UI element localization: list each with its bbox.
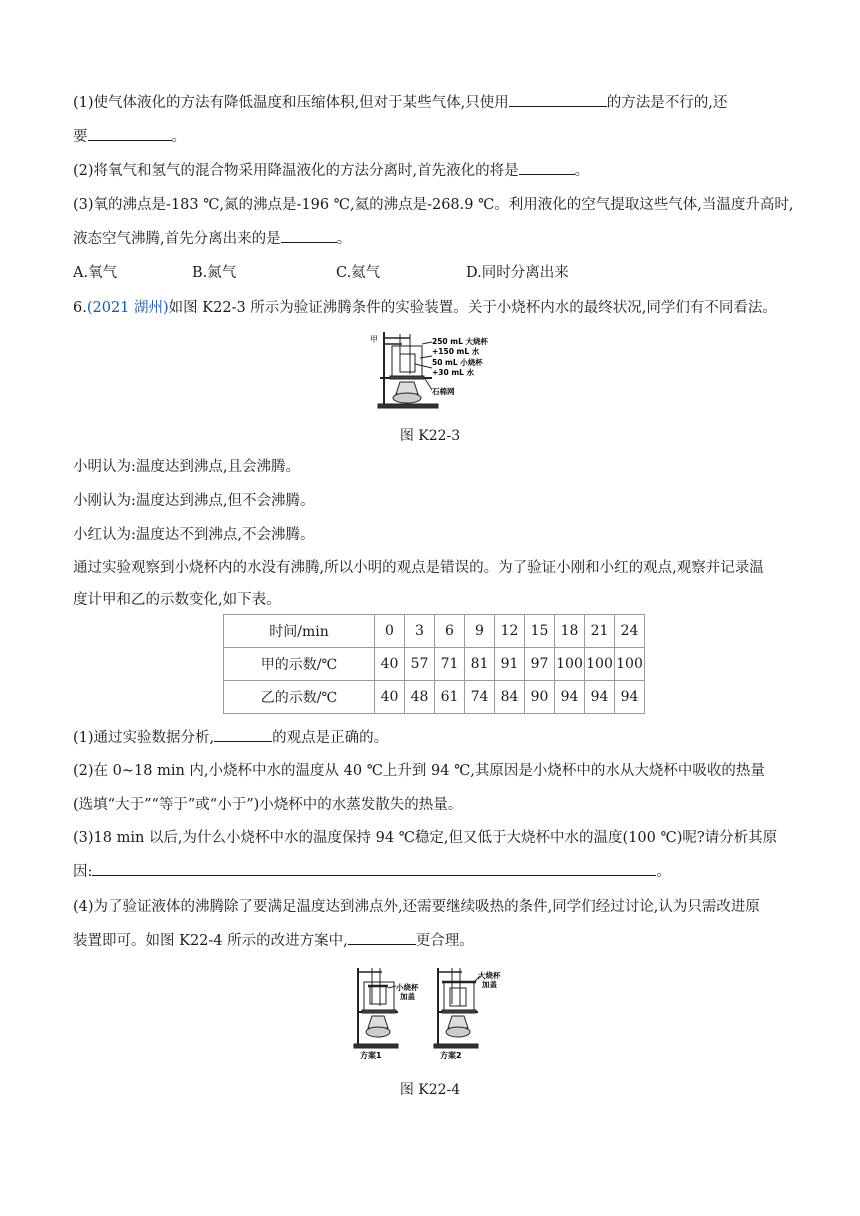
plan2-note: 大烧杯: [478, 971, 501, 980]
q5-part1-text-c: 要: [73, 129, 88, 145]
fig-label: +30 mL 水: [432, 368, 475, 377]
table-row: [224, 648, 645, 681]
small-beaker: [400, 354, 415, 372]
q6-part3-text-b: 因:: [73, 864, 93, 880]
figure-caption-k22-3: 图 K22-3: [399, 428, 461, 444]
q6-part1-text-a: (1)通过实验数据分析,: [73, 730, 215, 746]
table-cell: 9: [465, 615, 495, 648]
q6-part4-text-c: 更合理。: [415, 933, 474, 949]
fig-label: 50 mL 小烧杯: [432, 358, 483, 367]
q5-part1-line1: [73, 92, 800, 114]
figure-caption-k22-4: 图 K22-4: [399, 1082, 461, 1098]
q6-part3-line1: (3)18 min 以后,为什么小烧杯中水的温度保持 94 ℃稳定,但又低于大烧杯中水的温度(100 ℃)呢?请分析其原: [73, 830, 778, 846]
table-cell: 57: [405, 648, 435, 681]
table-cell: 91: [495, 648, 525, 681]
table-cell: 12: [495, 615, 525, 648]
q5-part3-text-b: 液态空气沸腾,首先分离出来的是: [73, 231, 281, 247]
q6-part2-line2: (选填“大于”“等于”或“小于”)小烧杯中的水蒸发散失的热量。: [73, 797, 463, 813]
table-cell: 94: [585, 681, 615, 714]
question-number: 6.: [73, 300, 87, 316]
q6-part1-text-b: 的观点是正确的。: [272, 730, 389, 746]
q5-part1-line2: [73, 126, 800, 148]
q6-part2-line1: (2)在 0~18 min 内,小烧杯中水的温度从 40 ℃上升到 94 ℃,其原因是小烧杯中的水从大烧杯中吸收的热量: [73, 763, 765, 779]
table-header-time: 时间/min: [224, 615, 375, 648]
q5-part1-text-a: (1)使气体液化的方法有降低温度和压缩体积,但对于某些气体,只使用: [73, 95, 509, 111]
table-cell: 100: [585, 648, 615, 681]
table-cell: 40: [375, 648, 405, 681]
q5-part2-line: [73, 160, 800, 182]
option-c[interactable]: C.氦气: [336, 265, 381, 281]
table-cell: 18: [555, 615, 585, 648]
table-cell: 97: [525, 648, 555, 681]
label-jia: 甲: [370, 335, 378, 344]
table-cell: 94: [555, 681, 585, 714]
q5-part2-text-a: (2)将氧气和氢气的混合物采用降温液化的方法分离时,首先液化的将是: [73, 163, 519, 179]
answer-blank[interactable]: [214, 727, 272, 742]
fig-label: 石棉网: [432, 387, 455, 396]
figure-k22-4: [350, 964, 510, 1060]
table-cell: 24: [615, 615, 645, 648]
plan1-apparatus: [354, 968, 398, 1048]
table-cell: 21: [585, 615, 615, 648]
table-cell: 71: [435, 648, 465, 681]
table-cell: 74: [465, 681, 495, 714]
stand-base: [378, 404, 438, 408]
alcohol-burner: [396, 382, 418, 394]
q6-intro: [73, 297, 800, 319]
q6-intro-text: 如图 K22-3 所示为验证沸腾条件的实验装置。关于小烧杯内水的最终状况,同学们有不同看法。: [168, 300, 777, 316]
table-cell: 40: [375, 681, 405, 714]
table-cell: 48: [405, 681, 435, 714]
view-xiaohong: 小红认为:温度达不到沸点,不会沸腾。: [73, 527, 315, 543]
option-a[interactable]: A.氧气: [73, 265, 118, 281]
q6-part3-line2: [73, 861, 800, 883]
plan1-label: 方案1: [360, 1051, 382, 1060]
answer-blank[interactable]: [281, 228, 337, 243]
figure-k22-3: [370, 330, 530, 412]
answer-blank[interactable]: [88, 126, 172, 141]
answer-blank[interactable]: [509, 92, 607, 107]
view-xiaogang: 小刚认为:温度达到沸点,但不会沸腾。: [73, 493, 315, 509]
asbestos-net: [390, 376, 424, 379]
table-cell: 100: [555, 648, 585, 681]
table-row-label: 甲的示数/℃: [224, 648, 375, 681]
plan1-note: 小烧杯: [396, 983, 419, 992]
q5-part1-text-d: 。: [171, 129, 186, 145]
q5-part3-text-a: (3)氧的沸点是-183 ℃,氮的沸点是-196 ℃,氦的沸点是-268.9 ℃。利用液化的空气提取这些气体,当温度升高时,: [73, 197, 794, 213]
answer-blank[interactable]: [348, 930, 416, 945]
option-b[interactable]: B.氮气: [192, 265, 237, 281]
option-d[interactable]: D.同时分离出来: [466, 265, 569, 281]
q5-part3-text-c: 。: [336, 231, 352, 247]
q6-part1-line: [73, 727, 800, 749]
table-row-label: 乙的示数/℃: [224, 681, 375, 714]
table-cell: 81: [465, 648, 495, 681]
q6-part4-line1: (4)为了验证液体的沸腾除了要满足温度达到沸点外,还需要继续吸热的条件,同学们经过讨论,认为只需改进原: [73, 899, 760, 915]
temperature-table: [223, 614, 645, 714]
table-cell: 90: [525, 681, 555, 714]
plan2-label: 方案2: [440, 1051, 462, 1060]
fig-label: +150 mL 水: [432, 347, 480, 356]
table-cell: 100: [615, 648, 645, 681]
q5-options: [73, 262, 800, 284]
fig-label: 250 mL 大烧杯: [432, 337, 488, 346]
q6-part3-text-c: 。: [656, 864, 671, 880]
q6-part4-text-b: 装置即可。如图 K22-4 所示的改进方案中,: [73, 933, 348, 949]
table-cell: 15: [525, 615, 555, 648]
answer-blank[interactable]: [92, 861, 656, 876]
q6-part4-line2: [73, 930, 800, 952]
table-cell: 61: [435, 681, 465, 714]
table-cell: 84: [495, 681, 525, 714]
answer-blank[interactable]: [519, 160, 575, 175]
observation-line1: 通过实验观察到小烧杯内的水没有沸腾,所以小明的观点是错误的。为了验证小刚和小红的观点,观察并记录温: [73, 560, 764, 576]
table-cell: 0: [375, 615, 405, 648]
plan2-apparatus: [434, 968, 480, 1048]
observation-line2: 度计甲和乙的示数变化,如下表。: [73, 592, 281, 608]
q5-part1-text-b: 的方法是不行的,还: [606, 95, 728, 111]
view-xiaoming: 小明认为:温度达到沸点,且会沸腾。: [73, 459, 300, 475]
table-row: [224, 681, 645, 714]
table-cell: 6: [435, 615, 465, 648]
table-cell: 94: [615, 681, 645, 714]
q5-part3-line1: [73, 194, 800, 216]
question-source: (2021 湖州): [86, 300, 169, 316]
plan1-note: 加盖: [400, 992, 415, 1001]
plan2-note: 加盖: [482, 980, 497, 989]
q5-part2-text-b: 。: [574, 163, 590, 179]
table-cell: 3: [405, 615, 435, 648]
q5-part3-line2: [73, 228, 800, 250]
table-row: [224, 615, 645, 648]
